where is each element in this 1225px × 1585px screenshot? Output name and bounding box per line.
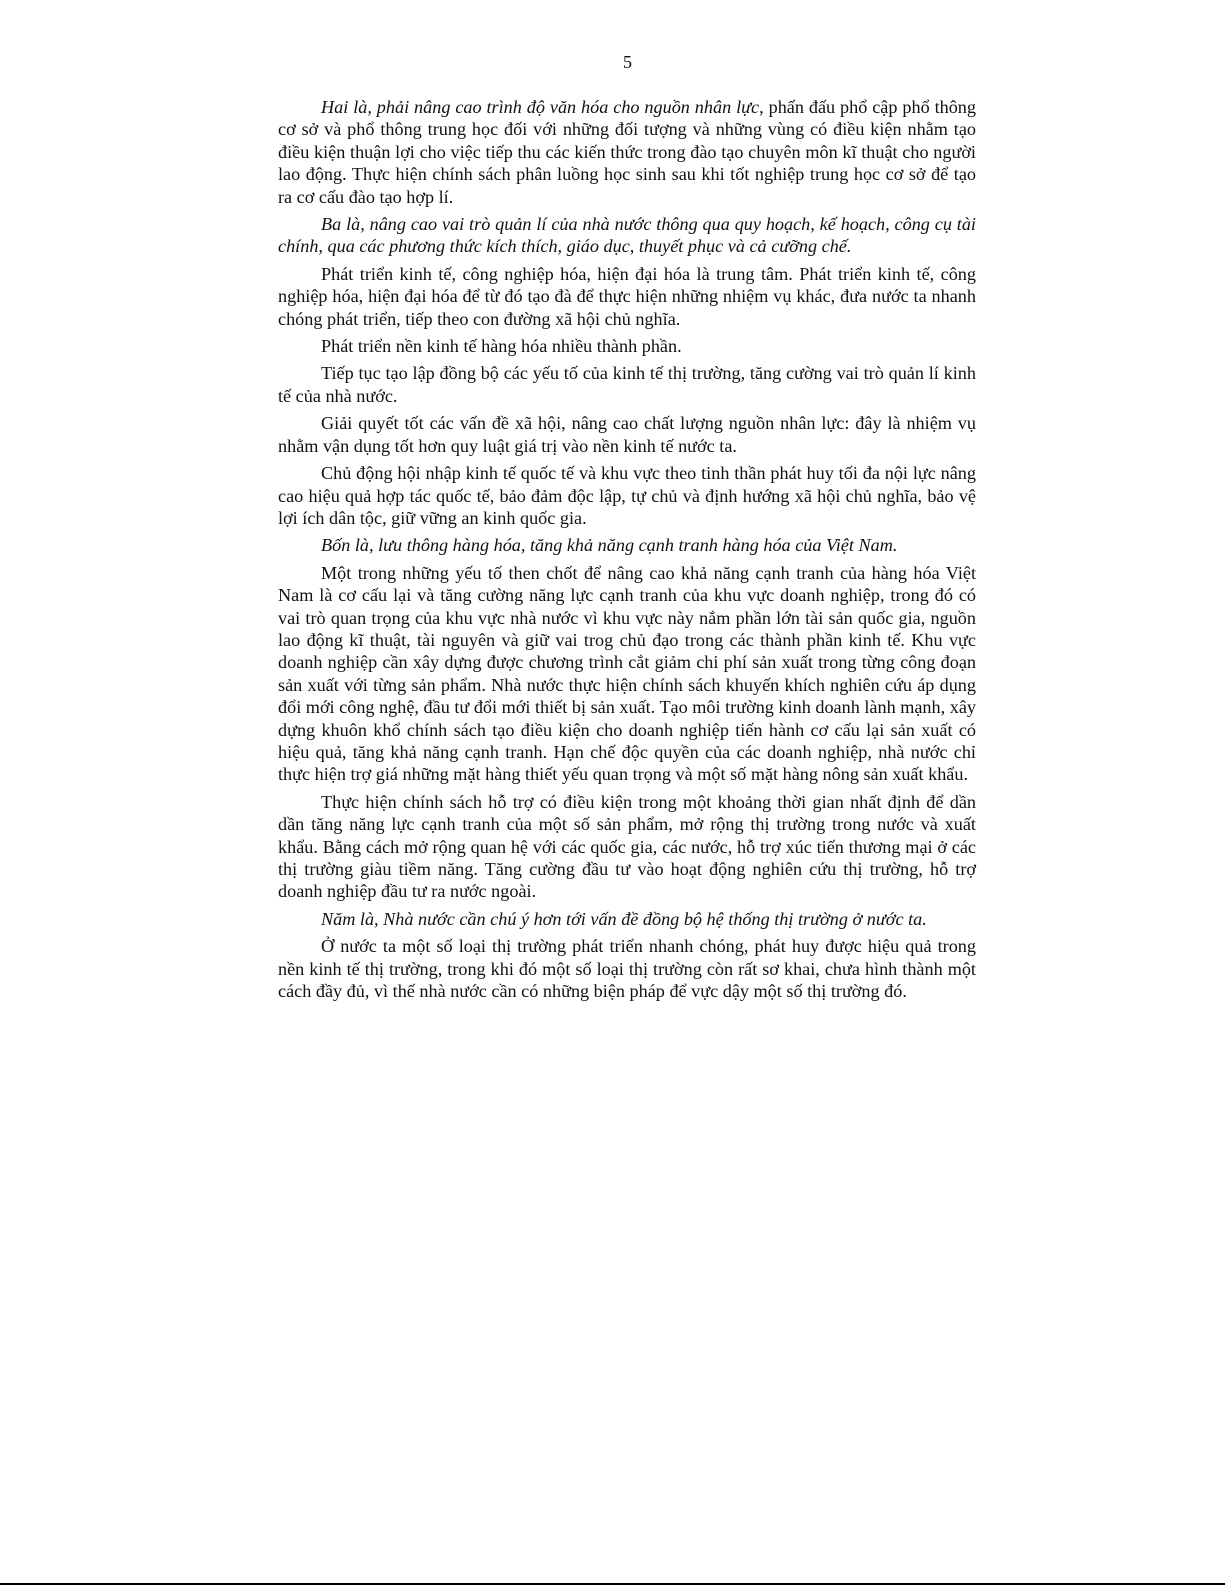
paragraph-bon-la: Bốn là, lưu thông hàng hóa, tăng khả năng cạnh tranh hàng hóa của Việt Nam. <box>321 535 898 556</box>
document-body <box>278 96 976 1007</box>
paragraph-van-de-xa-hoi: Giải quyết tốt các vấn đề xã hội, nâng cao chất lượng nguồn nhân lực: đây là nhiệm vụ nhằm vận dụng tốt hơn quy luật giá trị vào nền kinh tế nước ta. <box>278 413 976 456</box>
paragraph-hai-la <box>278 96 976 208</box>
paragraph-thi-truong-so-khai: Ở nước ta một số loại thị trường phát triển nhanh chóng, phát huy được hiệu quả trong nền kinh tế thị trường, trong khi đó một số loại thị trường còn rất sơ khai, chưa hình thành một cách đầy đủ, vì thế nhà nước cần có những biện pháp để vực dậy một số thị trường đó. <box>278 936 976 1002</box>
paragraph-chinh-sach-ho-tro: Thực hiện chính sách hỗ trợ có điều kiện trong một khoảng thời gian nhất định để dần dần tăng năng lực cạnh tranh của một số sản phẩm, mở rộng thị trường trong nước và xuất khẩu. Bằng cách mở rộng quan hệ với các quốc gia, các nước, hỗ trợ xúc tiến thương mại ở các thị trường giàu tiềm năng. Tăng cường đầu tư vào hoạt động nghiên cứu thị trường, hỗ trợ doanh nghiệp đầu tư ra nước ngoài. <box>278 791 976 902</box>
paragraph-hai-la-lead: Hai là, phải nâng cao trình độ văn hóa cho nguồn nhân lực <box>321 97 760 117</box>
paragraph-kinh-te-hang-hoa: Phát triển nền kinh tế hàng hóa nhiều thành phần. <box>321 336 682 357</box>
paragraph-hoi-nhap: Chủ động hội nhập kinh tế quốc tế và khu vực theo tinh thần phát huy tối đa nội lực nâng cao hiệu quả hợp tác quốc tế, bảo đảm độc lập, tự chủ và định hướng xã hội chủ nghĩa, bảo vệ lợi ích dân tộc, giữ vững an kinh quốc gia. <box>278 463 976 528</box>
paragraph-phat-trien-kinh-te: Phát triển kinh tế, công nghiệp hóa, hiện đại hóa là trung tâm. Phát triển kinh tế, công nghiệp hóa, hiện đại hóa để từ đó tạo đà để thực hiện những nhiệm vụ khác, đưa nước ta nhanh chóng phát triển, tiếp theo con đường xã hội chủ nghĩa. <box>278 263 976 329</box>
paragraph-nam-la: Năm là, Nhà nước cần chú ý hơn tới vấn đề đồng bộ hệ thống thị trường ở nước ta. <box>321 908 927 929</box>
paragraph-hai-la-rest: , phấn đấu phổ cập phổ thông cơ sở và phổ thông trung học đối với những đối tượng và những vùng có điều kiện nhằm tạo điều kiện thuận lợi cho việc tiếp thu các kiến thức trong đào tạo chuyên môn kĩ thuật cho người lao động. Thực hiện chính sách phân luồng học sinh sau khi tốt nghiệp trung học cơ sở để tạo ra cơ cấu đào tạo hợp lí. <box>278 97 976 207</box>
paragraph-tao-lap-dong-bo: Tiếp tục tạo lập đồng bộ các yếu tố của kinh tế thị trường, tăng cường vai trò quản lí kinh tế của nhà nước. <box>278 363 976 406</box>
paragraph-yeu-to-then-chot: Một trong những yếu tố then chốt để nâng cao khả năng cạnh tranh của hàng hóa Việt Nam là cơ cấu lại và tăng cường năng lực cạnh tranh của khu vực doanh nghiệp, trong đó có vai trò quan trọng của khu vực nhà nước vì khu vực này nắm phần lớn tài sản quốc gia, nguồn lao động kĩ thuật, tài nguyên và giữ vai trog chủ đạo trong các thành phần kinh tế. Khu vực doanh nghiệp cần xây dựng được chương trình cắt giảm chi phí sản xuất trong từng công đoạn sản xuất với từng sản phẩm. Nhà nước thực hiện chính sách khuyến khích nghiên cứu áp dụng đổi mới công nghệ, đầu tư đổi mới thiết bị sản xuất. Tạo môi trường kinh doanh lành mạnh, xây dựng khuôn khổ chính sách tạo điều kiện cho doanh nghiệp tiến hành cơ cấu lại sản xuất có hiệu quả, tăng khả năng cạnh tranh. Hạn chế độc quyền của các doanh nghiệp, nhà nước chỉ thực hiện trợ giá những mặt hàng thiết yếu quan trọng và một số mặt hàng nông sản xuất khẩu. <box>278 562 976 785</box>
paragraph-ba-la: Ba là, nâng cao vai trò quản lí của nhà nước thông qua quy hoạch, kế hoạch, công cụ tài chính, qua các phương thức kích thích, giáo dục, thuyết phục và cả cưỡng chế. <box>278 214 976 257</box>
page-number: 5 <box>623 52 632 72</box>
